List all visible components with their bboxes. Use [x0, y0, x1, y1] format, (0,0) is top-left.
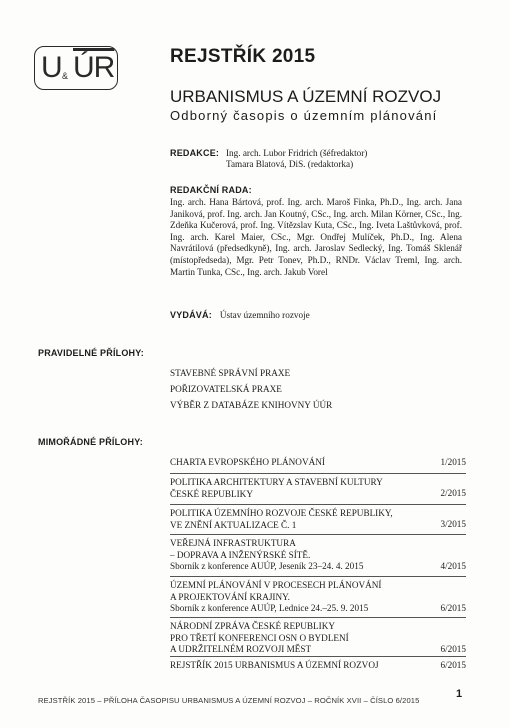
board-label: REDAKČNÍ RADA:: [170, 185, 252, 195]
logo-letters-ur: $\overline{ÚR}$: [73, 51, 115, 84]
divider: [170, 576, 466, 577]
item-issue: 2/2015: [440, 488, 466, 498]
editor: Tamara Blatová, DiS. (redaktorka): [226, 159, 354, 169]
logo-ampersand: &: [62, 71, 69, 81]
page-footer: REJSTŘÍK 2015 – PŘÍLOHA ČASOPISU URBANISMUS A ÚZEMNÍ ROZVOJ – ROČNÍK XVII – ČÍSLO 6/2015: [38, 696, 420, 705]
item-issue: 1/2015: [440, 457, 466, 467]
item-title: VEŘEJNÁ INFRASTRUKTURA – DOPRAVA A INŽENÝRSKÉ SÍTĚ. Sborník z konference AUÚP, Jeseník 23–24. 4. 2015: [170, 538, 364, 572]
divider: [170, 617, 466, 618]
item-title: NÁRODNÍ ZPRÁVA ČESKÉ REPUBLIKY PRO TŘETÍ KONFERENCI OSN O BYDLENÍ A UDRŽITELNÉM ROZVOJI MĚST: [170, 621, 349, 655]
special-supplements-label: MIMOŘÁDNÉ PŘÍLOHY:: [38, 437, 143, 447]
board-members: Ing. arch. Hana Bártová, prof. Ing. arch. Maroš Finka, Ph.D., Ing. arch. Jana Janiková, prof. Ing. arch. Jan Koutný, CSc., Ing. arch. Milan Körner, CSc., Ing. Zdeňka Kučerová, prof. Ing. Vítězslav Kuta, CSc., Ing. Iveta Laštůvková, prof. Ing. arch. Karel Maier, CSc., Mgr. Ondřej Mulíček, Ph.D., Ing. Alena Navrátilová (předsedkyně), Ing. arch. Jaroslav Sedlecký, Ing. Tomáš Sklenář (místopředseda), Mgr. Petr Tonev, Ph.D., RNDr. Václav Treml, Ing. arch. Martin Tunka, CSc., Ing. arch. Jakub Vorel: [170, 197, 462, 277]
divider: [170, 473, 466, 474]
publisher-label: VYDÁVÁ:: [170, 310, 212, 320]
item-issue: 6/2015: [440, 660, 466, 670]
editorial-label: REDAKCE:: [170, 148, 220, 158]
item-title: POLITIKA ÚZEMNÍHO ROZVOJE ČESKÉ REPUBLIKY, VE ZNĚNÍ AKTUALIZACE Č. 1: [170, 508, 393, 530]
item-issue: 6/2015: [440, 603, 466, 613]
item-title: REJSTŘÍK 2015 URBANISMUS A ÚZEMNÍ ROZVOJ: [170, 660, 379, 670]
item-title: CHARTA EVROPSKÉHO PLÁNOVÁNÍ: [170, 457, 325, 467]
journal-title: URBANISMUS A ÚZEMNÍ ROZVOJ: [170, 87, 442, 106]
item-title: ÚZEMNÍ PLÁNOVÁNÍ V PROCESECH PLÁNOVÁNÍ A PROJEKTOVÁNÍ KRAJINY. Sborník z konference AUÚP, Lednice 24.–25. 9. 2015: [170, 580, 382, 614]
journal-logo: [34, 46, 118, 90]
divider: [170, 504, 466, 505]
item-issue: 3/2015: [440, 519, 466, 529]
item-title: POLITIKA ARCHITEKTURY A STAVEBNÍ KULTURY ČESKÉ REPUBLIKY: [170, 477, 383, 499]
item-issue: 4/2015: [440, 561, 466, 571]
logo-letter-u: U: [41, 51, 62, 84]
regular-supplement-item: STAVEBNÉ SPRÁVNÍ PRAXE: [170, 368, 291, 378]
item-issue: 6/2015: [440, 644, 466, 654]
regular-supplement-item: VÝBĚR Z DATABÁZE KNIHOVNY ÚÚR: [170, 400, 333, 410]
regular-supplement-item: POŘIZOVATELSKÁ PRAXE: [170, 384, 282, 394]
page-number: 1: [456, 688, 463, 700]
publisher-name: Ústav územního rozvoje: [219, 310, 310, 320]
page-title: REJSTŘÍK 2015: [170, 46, 316, 67]
editor-in-chief: Ing. arch. Lubor Fridrich (šéfredaktor): [226, 148, 368, 158]
publisher-section: [170, 305, 310, 323]
journal-subtitle: Odborný časopis o územním plánování: [170, 108, 438, 123]
divider: [170, 534, 466, 535]
regular-supplements-label: PRAVIDELNÉ PŘÍLOHY:: [38, 348, 144, 358]
divider: [170, 656, 466, 657]
